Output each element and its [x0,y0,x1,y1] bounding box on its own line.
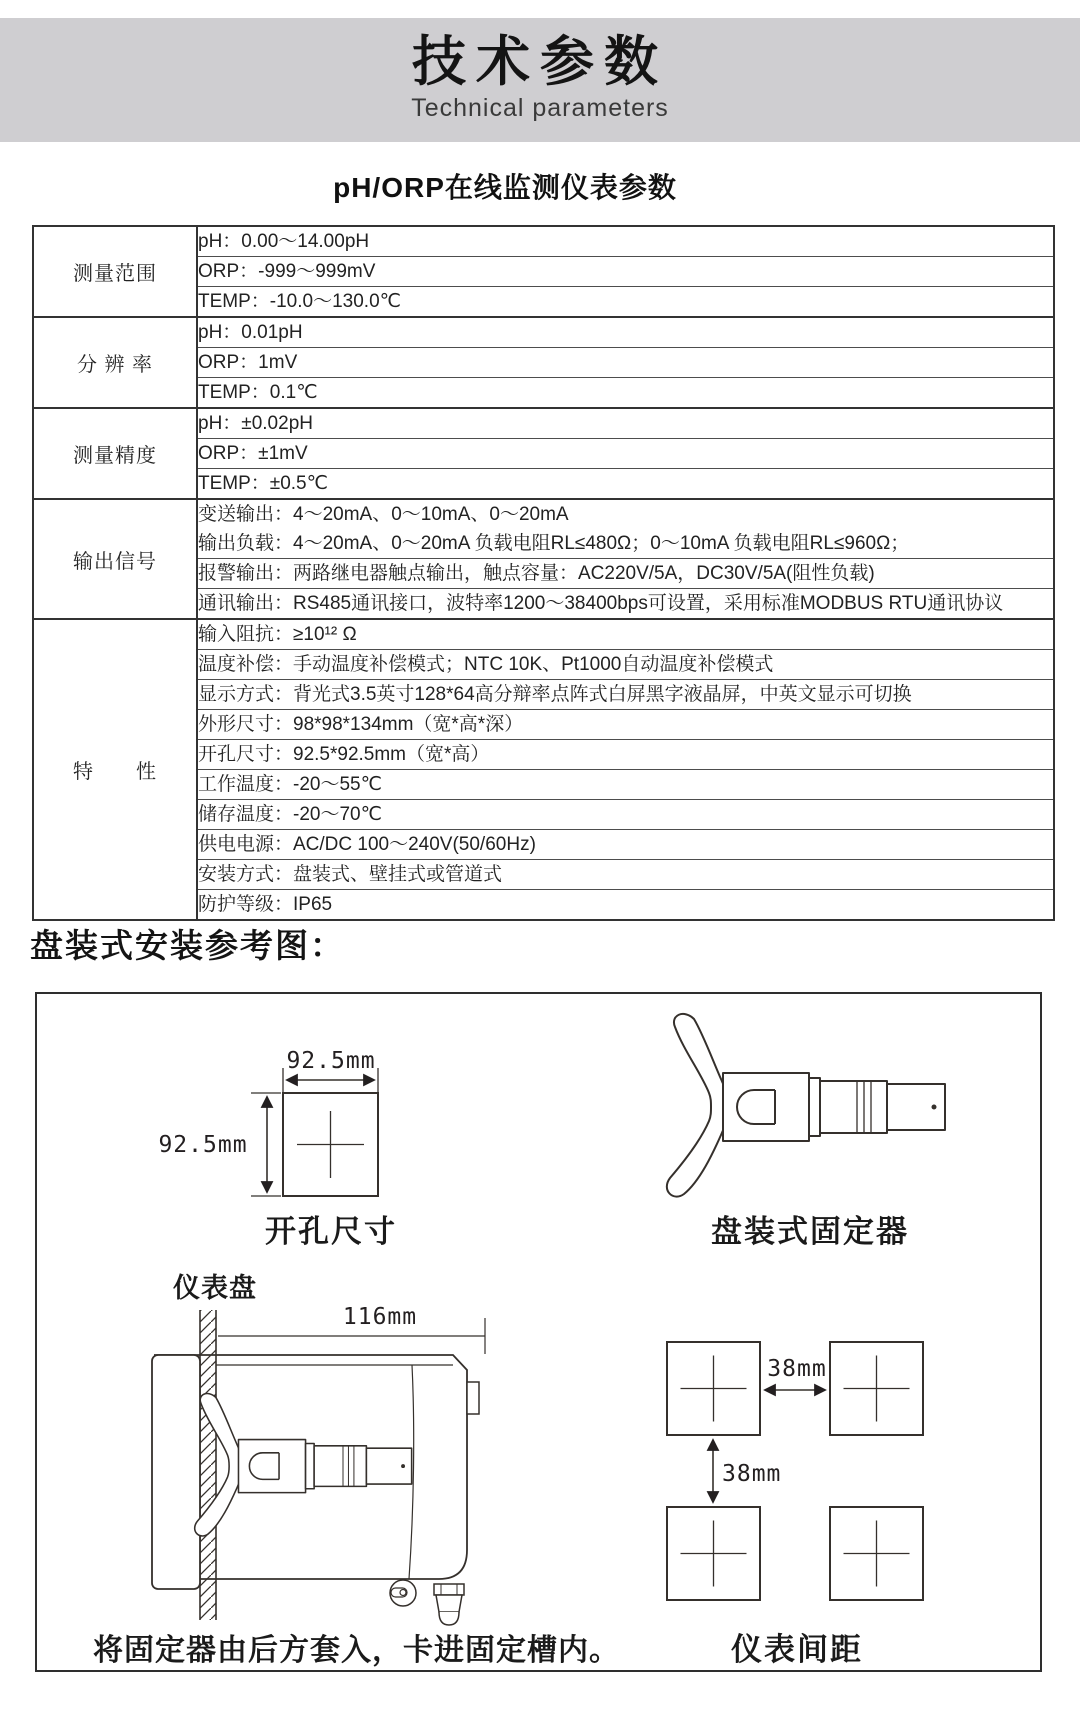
spec-value-line: pH：0.01pH [198,322,303,343]
spec-value-line: ORP：±1mV [198,443,308,464]
cutout-left-dimension: 92.5mm [158,1132,248,1158]
spec-value-cell [197,559,1054,589]
spec-value-cell [197,740,1054,770]
cutout-label: 开孔尺寸 [265,1214,397,1249]
spec-group-label: 分 辨 率 [33,317,197,408]
spec-value-cell [197,589,1054,620]
page-subtitle: Technical parameters [411,93,669,122]
spec-value-line: pH：±0.02pH [198,413,313,434]
spec-value-line: 温度补偿：手动温度补偿模式；NTC 10K、Pt1000自动温度补偿模式 [198,654,774,675]
spec-value-cell [197,317,1054,348]
spec-value-cell [197,348,1054,378]
spec-value-cell [197,680,1054,710]
spec-row [33,226,1054,257]
spec-value-line: 外形尺寸：98*98*134mm（宽*高*深） [198,714,524,735]
spec-value-line: 显示方式：背光式3.5英寸128*64高分辩率点阵式白屏黑字液晶屏，中英文显示可切换 [198,684,912,705]
spec-value-cell [197,800,1054,830]
spec-value-cell [197,408,1054,439]
spacing-h-dimension: 38mm [767,1356,827,1382]
spec-value-cell [197,770,1054,800]
panel-label: 仪表盘 [173,1273,257,1303]
spec-value-line: pH：0.00～14.00pH [198,231,370,252]
spec-value-line: TEMP：0.1℃ [198,382,318,403]
spec-value-line: 工作温度：-20～55℃ [198,774,382,795]
spec-row [33,408,1054,439]
spec-value-cell [197,860,1054,890]
spec-value-line: ORP：-999～999mV [198,261,376,282]
spec-table-body [33,226,1054,920]
spec-value-line: TEMP：-10.0～130.0℃ [198,291,401,312]
spec-value-line: 储存温度：-20～70℃ [198,804,382,825]
fixer-label: 盘装式固定器 [711,1214,909,1249]
spec-value-cell [197,226,1054,257]
spec-group-label: 测量范围 [33,226,197,317]
fixer-side-use [195,1394,412,1536]
spec-value-cell [197,499,1054,559]
spacing-label: 仪表间距 [731,1632,863,1667]
spec-row [33,619,1054,650]
diagram-svg [35,992,1042,1672]
spec-value-line: 安装方式：盘装式、壁挂式或管道式 [198,864,503,885]
panel-caption: 将固定器由后方套入，卡进固定槽内。 [93,1634,620,1667]
spec-row [33,317,1054,348]
spec-row [33,499,1054,559]
spec-value-cell [197,378,1054,409]
spec-value-line: 变送输出：4～20mA、0～10mA、0～20mA [198,504,569,525]
spec-group-label: 测量精度 [33,408,197,499]
spec-value-cell [197,890,1054,921]
spec-value-line: 通讯输出：RS485通讯接口，波特率1200～38400bps可设置，采用标准MODBUS RTU通讯协议 [198,593,1004,614]
spacing-drawing [667,1342,923,1667]
panel-hatch-strip [200,1310,216,1620]
spec-value-cell [197,287,1054,318]
spec-group-label: 输出信号 [33,499,197,619]
cable-gland [434,1584,464,1625]
page-title: 技术参数 [412,32,668,92]
depth-dimension: 116mm [342,1304,418,1330]
fixer-drawing [667,1014,945,1249]
fixer-shape-use [667,1014,945,1197]
cutout-size-drawing [158,1048,397,1249]
header-band [0,18,1080,142]
spec-value-line: 开孔尺寸：92.5*92.5mm（宽*高） [198,744,490,765]
spec-value-line: ORP：1mV [198,352,298,373]
spec-value-cell [197,469,1054,500]
spec-value-cell [197,619,1054,650]
spec-value-cell [197,650,1054,680]
rear-clip [467,1382,479,1414]
panel-side-view [93,1273,620,1668]
spec-value-cell [197,710,1054,740]
front-bezel [152,1355,200,1589]
cutout-top-dimension: 92.5mm [286,1048,376,1074]
spec-value-line: 防护等级：IP65 [198,894,333,915]
spec-value-line: 报警输出：两路继电器触点输出，触点容量：AC220V/5A，DC30V/5A(阻性负载) [198,563,875,584]
spec-value-line: 输出负载：4～20mA、0～20mA 负载电阻RL≤480Ω；0～10mA 负载电阻RL≤960Ω； [198,533,910,554]
spacing-v-dimension: 38mm [722,1461,782,1487]
spec-value-line: TEMP：±0.5℃ [198,473,328,494]
spec-group-label: 特 性 [33,619,197,920]
spec-value-cell [197,439,1054,469]
table-title: pH/ORP在线监测仪表参数 [333,172,677,203]
spec-value-line: 供电电源：AC/DC 100～240V(50/60Hz) [198,834,536,855]
spec-table [32,225,1055,921]
spec-value-cell [197,830,1054,860]
spec-value-cell [197,257,1054,287]
spec-value-line: 输入阻抗：≥10¹² Ω [198,624,357,645]
installation-diagram [35,992,1042,1672]
section-heading: 盘装式安装参考图： [30,927,345,964]
